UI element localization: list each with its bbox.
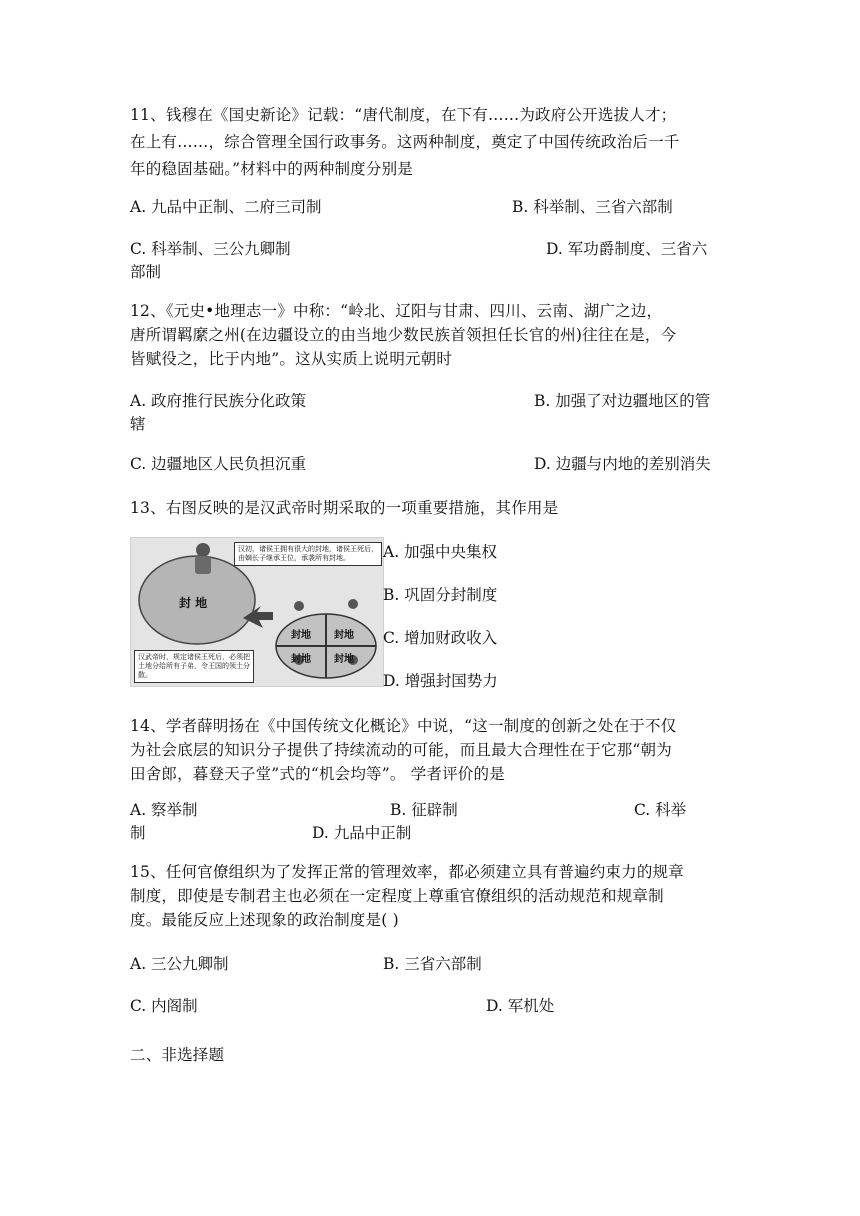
figure-label-fief-4: 封地 <box>334 654 354 665</box>
q12-option-d: D. 边疆与内地的差别消失 <box>534 455 711 473</box>
figure-label-big-fief: 封 地 <box>179 596 208 610</box>
q15-stem-line-3: 度。最能反应上述现象的政治制度是( ) <box>130 911 399 929</box>
figure-label-fief-2: 封地 <box>334 630 354 641</box>
q14-stem-line-3: 田舍郎，暮登天子堂”式的“机会均等”。 学者评价的是 <box>130 765 505 783</box>
q15-option-b: B. 三省六部制 <box>383 955 482 973</box>
q13-option-a: A. 加强中央集权 <box>383 543 498 561</box>
figure-label-fief-3: 封地 <box>291 654 311 665</box>
q15-option-c: C. 内阁制 <box>130 997 198 1015</box>
q13-option-c: C. 增加财政收入 <box>383 629 498 647</box>
q13-option-d: D. 增强封国势力 <box>383 672 498 690</box>
q12-option-c: C. 边疆地区人民负担沉重 <box>130 455 307 473</box>
q12-stem-line-3: 皆赋役之，比于内地”。这从实质上说明元朝时 <box>130 350 453 368</box>
q11-option-d-wrap: 部制 <box>130 263 162 281</box>
q14-stem-line-1: 14、学者薛明扬在《中国传统文化概论》中说，“这一制度的创新之处在于不仅 <box>130 717 677 735</box>
section-heading-non-choice: 二、非选择题 <box>130 1046 225 1064</box>
q13-option-b: B. 巩固分封制度 <box>383 586 498 604</box>
figure-note-top: 汉初，诸侯王拥有很大的封地，诸侯王死后，由嫡长子继承王位，承袭所有封地。 <box>234 542 382 566</box>
q11-stem-line-2: 在上有……，综合管理全国行政事务。这两种制度，奠定了中国传统政治后一千 <box>130 133 680 151</box>
q15-option-a: A. 三公九卿制 <box>130 955 229 973</box>
q14-option-c: C. 科举 <box>634 801 687 819</box>
q11-option-b: B. 科举制、三省六部制 <box>512 198 673 216</box>
q14-option-a: A. 察举制 <box>130 801 198 819</box>
q14-option-b: B. 征辟制 <box>390 801 458 819</box>
q13-stem: 13、右图反映的是汉武帝时期采取的一项重要措施，其作用是 <box>130 499 559 517</box>
q11-option-c: C. 科举制、三公九卿制 <box>130 240 291 258</box>
figure-note-bottom: 汉武帝时，规定诸侯王死后，必须把土地分给所有子弟，令王国的领土分散。 <box>134 650 254 683</box>
q12-option-b-wrap: 辖 <box>130 415 146 433</box>
q12-option-b: B. 加强了对边疆地区的管 <box>534 392 711 410</box>
q14-option-c-wrap: 制 <box>130 824 146 842</box>
q11-stem-line-3: 年的稳固基础。”材料中的两种制度分别是 <box>130 160 413 178</box>
q15-option-d: D. 军机处 <box>486 997 555 1015</box>
q11-option-a: A. 九品中正制、二府三司制 <box>130 198 322 216</box>
q12-stem-line-1: 12、《元史•地理志一》中称：“岭北、辽阳与甘肃、四川、云南、湖广之边， <box>130 302 663 320</box>
q11-option-d: D. 军功爵制度、三省六 <box>546 240 708 258</box>
q13-figure <box>130 537 384 687</box>
q12-option-a: A. 政府推行民族分化政策 <box>130 392 307 410</box>
q14-stem-line-2: 为社会底层的知识分子提供了持续流动的可能，而且最大合理性在于它那“朝为 <box>130 741 672 759</box>
q14-option-d: D. 九品中正制 <box>312 824 412 842</box>
figure-label-fief-1: 封地 <box>291 630 311 641</box>
q15-stem-line-1: 15、任何官僚组织为了发挥正常的管理效率，都必须建立具有普遍约束力的规章 <box>130 863 684 881</box>
q11-stem-line-1: 11、钱穆在《国史新论》记载：“唐代制度，在下有……为政府公开选拔人才； <box>130 106 677 124</box>
q15-stem-line-2: 制度，即使是专制君主也必须在一定程度上尊重官僚组织的活动规范和规章制 <box>130 887 664 905</box>
q12-stem-line-2: 唐所谓羁縻之州(在边疆设立的由当地少数民族首领担任长官的州)往往在是，今 <box>130 326 677 344</box>
